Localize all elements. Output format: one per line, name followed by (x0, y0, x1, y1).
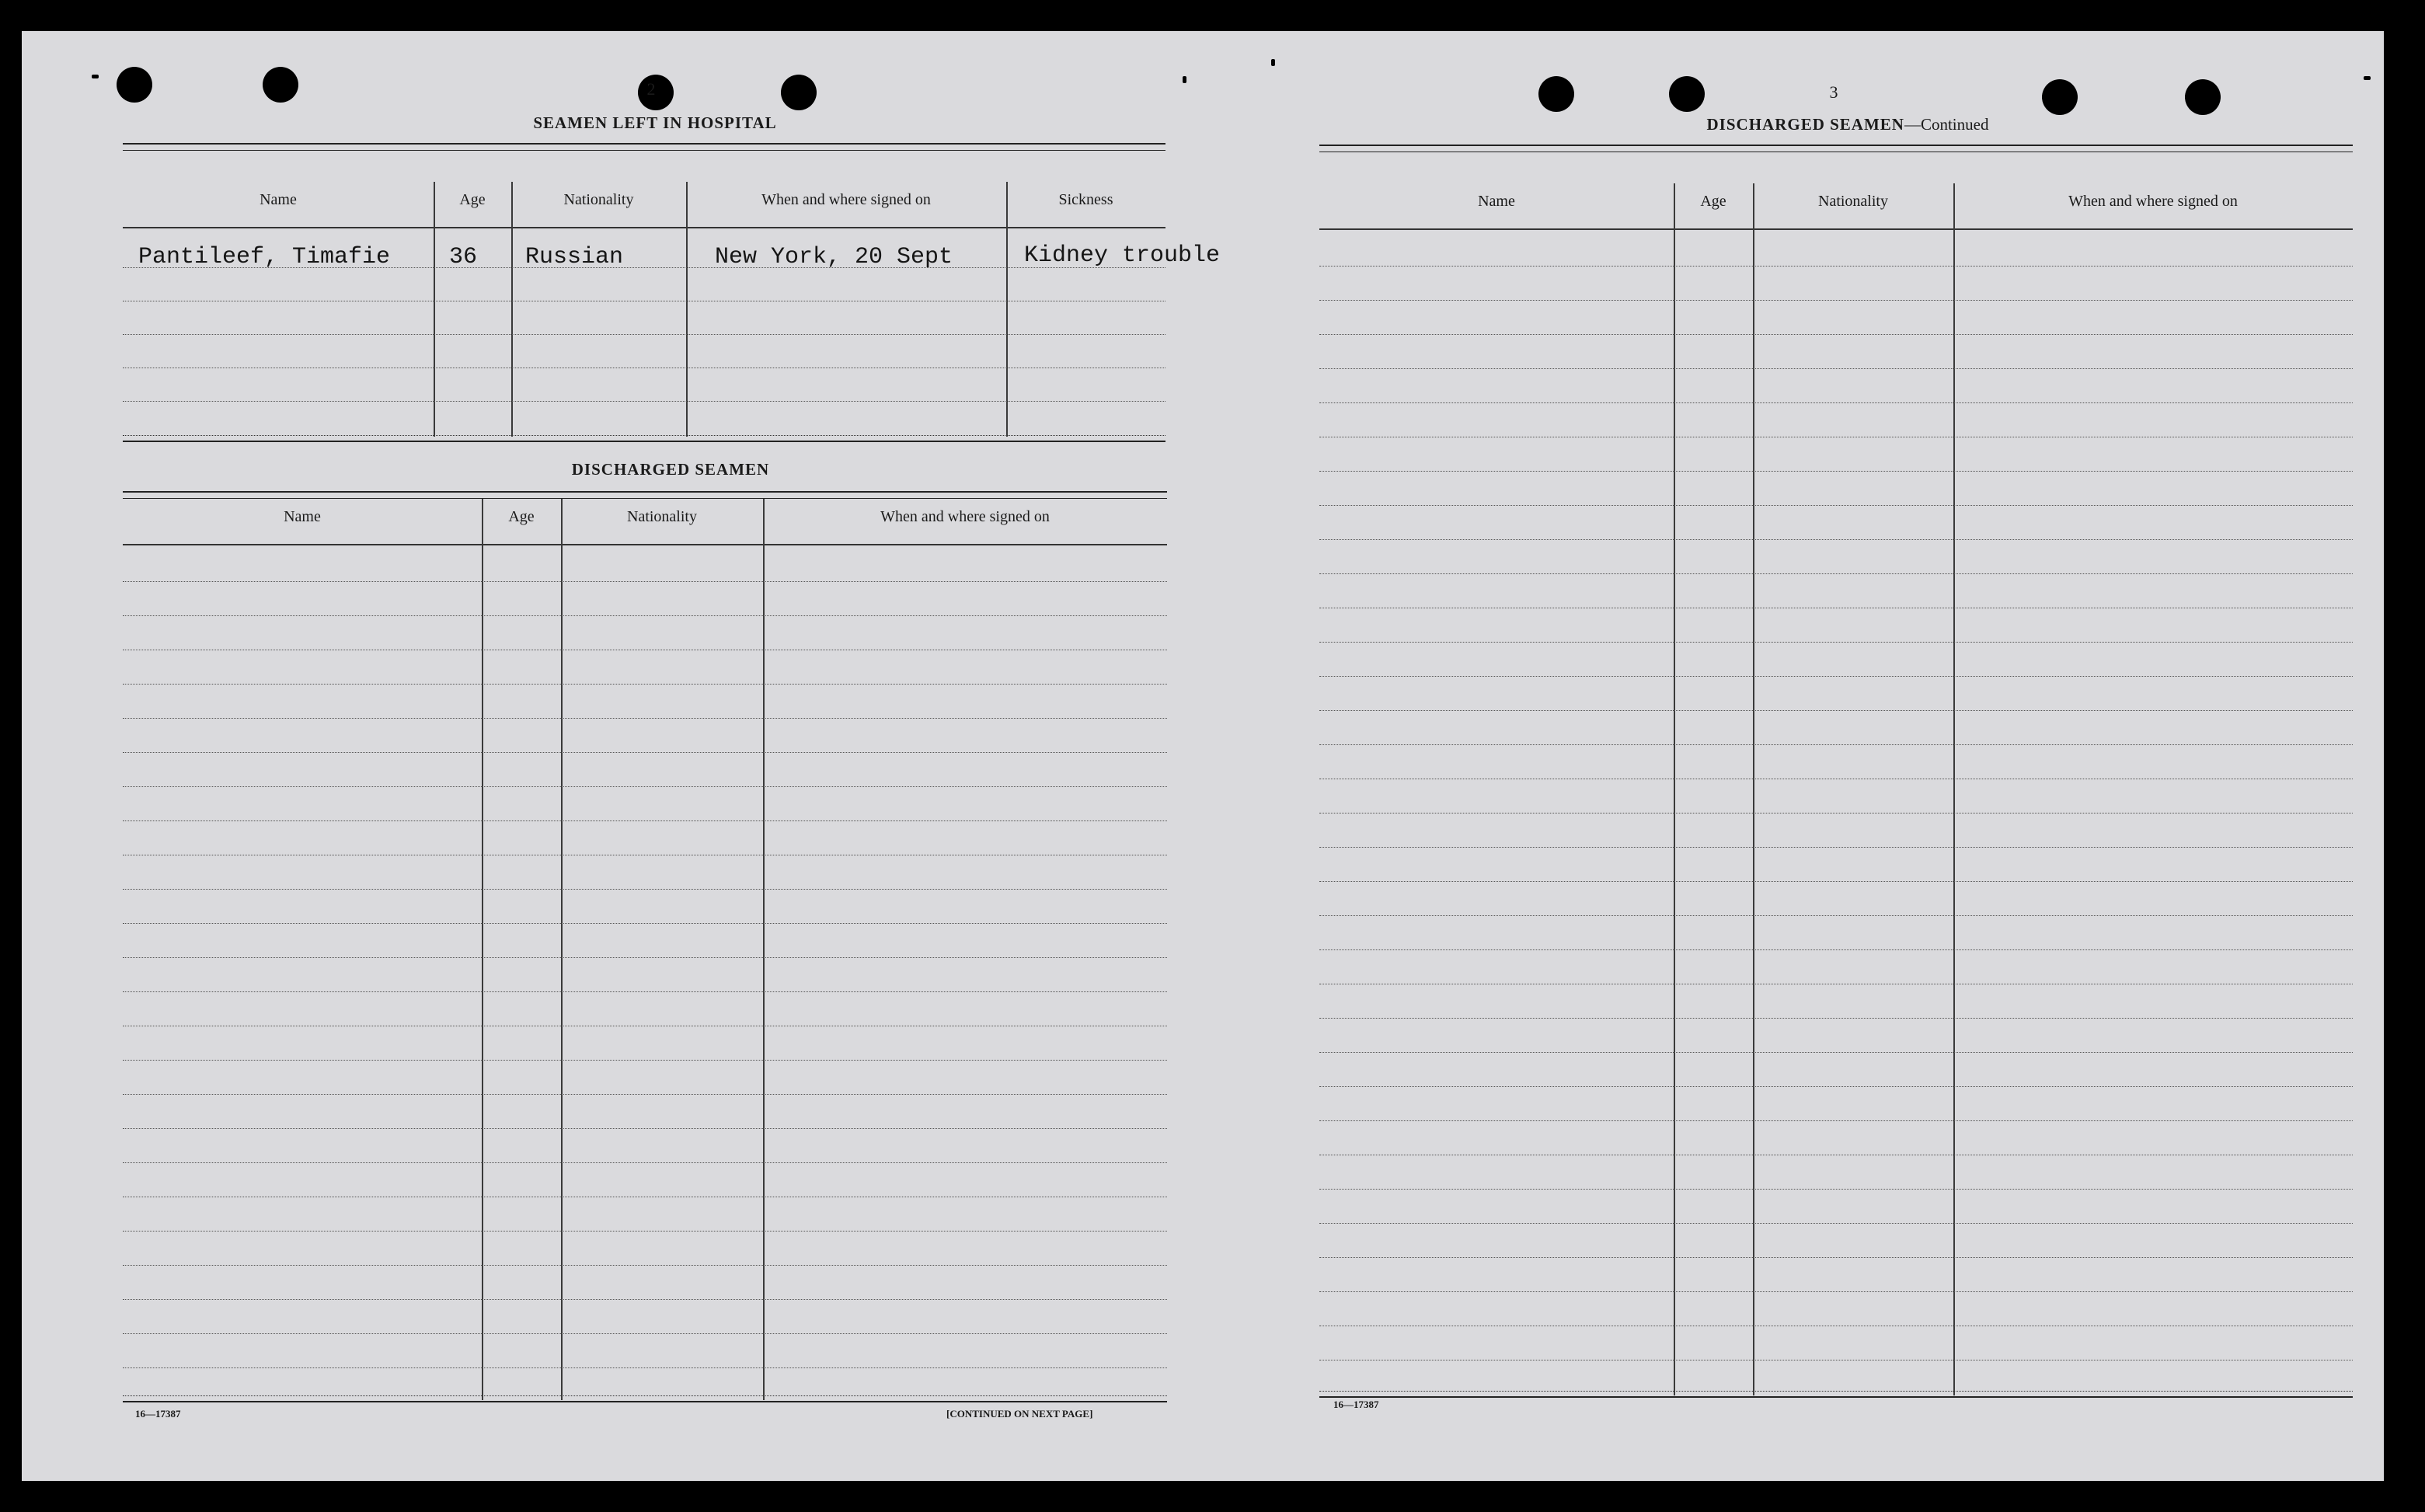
col-head-sickness: Sickness (1058, 191, 1113, 208)
col-head-nationality: Nationality (1818, 193, 1888, 210)
ruled-line (123, 786, 1167, 787)
ruled-line (123, 1094, 1167, 1095)
col-head-nationality: Nationality (627, 508, 697, 525)
ruled-line (1319, 1189, 2353, 1190)
hospital-section-title: SEAMEN LEFT IN HOSPITAL (533, 113, 777, 132)
ruled-line (1319, 505, 2353, 506)
ruled-line (123, 923, 1167, 924)
left-page (22, 31, 1221, 1481)
col-head-name: Name (260, 191, 297, 208)
punch-hole (2042, 79, 2078, 115)
page-number: 2 (646, 79, 656, 99)
ruled-line (1319, 1086, 2353, 1087)
ruled-line (123, 581, 1167, 582)
punch-hole (781, 75, 817, 110)
hospital-table (123, 143, 1221, 442)
ruled-line (1319, 539, 2353, 540)
ruled-line (123, 1128, 1167, 1129)
ruled-line (123, 1162, 1167, 1163)
hospital-row-age: 36 (449, 244, 478, 270)
ruled-line (1319, 1120, 2353, 1121)
col-head-name: Name (1478, 193, 1515, 210)
right-page (1218, 31, 2384, 1481)
hospital-row-name: Pantileef, Timafie (138, 244, 391, 270)
ruled-line (1319, 744, 2353, 745)
ruled-line (123, 718, 1167, 719)
ruled-line (123, 1299, 1167, 1300)
col-head-signed-on: When and where signed on (761, 191, 931, 208)
ruled-line (123, 684, 1167, 685)
col-head-age: Age (1700, 193, 1726, 210)
ruled-line (123, 1231, 1167, 1232)
col-head-signed-on: When and where signed on (2068, 193, 2238, 210)
discharged-title-text: DISCHARGED SEAMEN (1706, 115, 1904, 134)
ruled-line (1319, 1018, 2353, 1019)
hospital-row-sickness: Kidney trouble (1024, 242, 1221, 269)
page-number: 3 (1829, 82, 1838, 102)
ruled-line (1319, 300, 2353, 301)
speck (92, 75, 99, 78)
discharged-section-title: DISCHARGED SEAMEN (571, 460, 770, 479)
continued-suffix: —Continued (1904, 115, 1989, 134)
col-head-age: Age (508, 508, 535, 525)
ruled-line (1319, 471, 2353, 472)
ruled-line (1319, 847, 2353, 848)
ruled-line (1319, 1052, 2353, 1053)
punch-hole (2185, 79, 2221, 115)
hospital-row-signed-on: New York, 20 Sept (715, 244, 953, 270)
form-code: 16—17387 (1333, 1399, 1379, 1410)
ruled-line (1319, 915, 2353, 916)
ruled-line (123, 1060, 1167, 1061)
punch-hole (1669, 76, 1705, 112)
ruled-line (123, 1333, 1167, 1334)
ruled-line (123, 820, 1167, 821)
col-head-name: Name (284, 508, 321, 525)
ruled-line (1319, 676, 2353, 677)
form-code: 16—17387 (135, 1408, 181, 1420)
ruled-line (1319, 881, 2353, 882)
col-head-age: Age (459, 191, 486, 208)
continued-note: [CONTINUED ON NEXT PAGE] (946, 1408, 1093, 1420)
ruled-line (1319, 402, 2353, 403)
speck (1183, 76, 1186, 83)
ruled-line (123, 957, 1167, 958)
ruled-line (1319, 368, 2353, 369)
speck (1271, 59, 1275, 66)
hospital-row-nationality: Russian (525, 244, 624, 270)
speck (2364, 76, 2371, 80)
discharged-continued-title (1653, 115, 2042, 134)
ruled-line (1319, 949, 2353, 950)
ruled-line (123, 752, 1167, 753)
discharged-continued-table (1319, 145, 2353, 1403)
col-head-nationality: Nationality (563, 191, 634, 208)
ruled-line (123, 991, 1167, 992)
discharged-table (123, 491, 1167, 1406)
ruled-line (1319, 710, 2353, 711)
punch-hole (1538, 76, 1574, 112)
ruled-line (123, 889, 1167, 890)
col-head-signed-on: When and where signed on (880, 508, 1050, 525)
ruled-line (1319, 1257, 2353, 1258)
punch-hole (117, 67, 152, 103)
ruled-line (1319, 266, 2353, 267)
ruled-line (123, 615, 1167, 616)
ruled-line (1319, 1223, 2353, 1224)
ruled-line (123, 1367, 1167, 1368)
ruled-line (1319, 642, 2353, 643)
ruled-line (1319, 1291, 2353, 1292)
document-scan (22, 31, 2384, 1481)
punch-hole (263, 67, 298, 103)
ruled-line (1319, 573, 2353, 574)
ruled-line (1319, 334, 2353, 335)
ruled-line (123, 1265, 1167, 1266)
